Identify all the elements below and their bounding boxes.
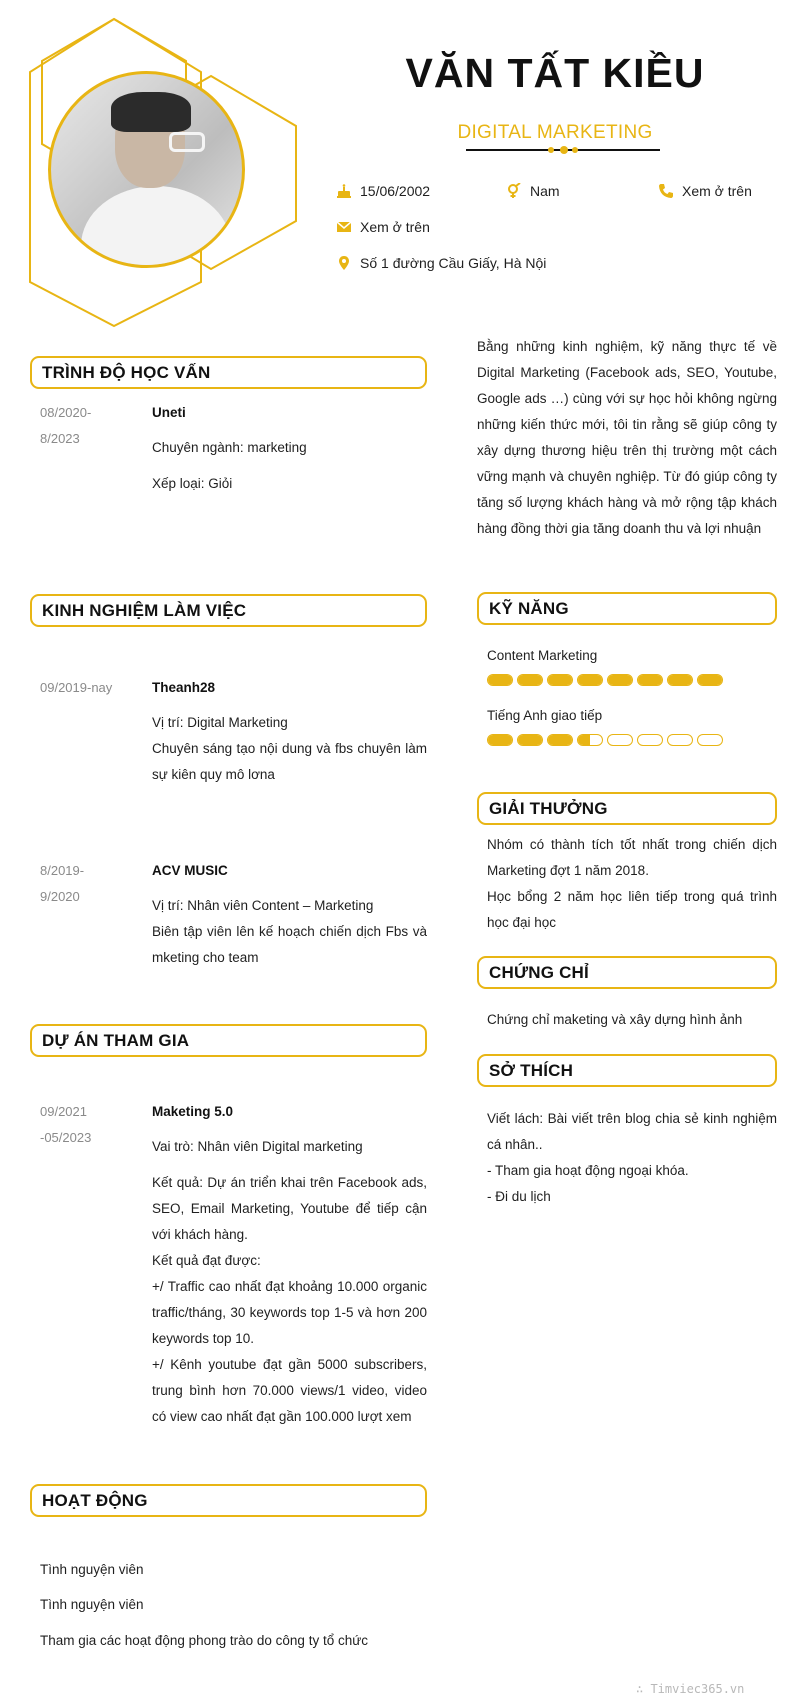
watermark: ∴ Timviec365.vn <box>636 1682 745 1696</box>
skill-segment <box>517 734 543 746</box>
certificates-text: Chứng chỉ maketing và xây dựng hình ảnh <box>487 1012 743 1027</box>
experience-date <box>40 858 140 910</box>
experience-heading: KINH NGHIỆM LÀM VIỆC <box>30 594 427 627</box>
skill-segment <box>607 734 633 746</box>
email-value: Xem ở trên <box>360 219 430 235</box>
contact-address <box>336 255 546 271</box>
project-date-from: 09/2021 <box>40 1104 87 1119</box>
company-name: ACV MUSIC <box>152 863 228 878</box>
experience-date-from: 8/2019- <box>40 863 85 878</box>
skill-segment <box>547 734 573 746</box>
education-rank: Xếp loại: Giỏi <box>152 476 233 491</box>
mail-icon <box>336 219 352 235</box>
skill-segment <box>667 734 693 746</box>
projects-heading: DỰ ÁN THAM GIA <box>30 1024 427 1057</box>
education-entry <box>152 400 427 497</box>
contact-phone <box>658 183 752 199</box>
activities-heading: HOẠT ĐỘNG <box>30 1484 427 1517</box>
contact-gender <box>506 183 560 199</box>
skill-segment <box>607 674 633 686</box>
contact-birthday <box>336 183 430 199</box>
project-date-to: -05/2023 <box>40 1130 92 1145</box>
project-detail: Kết quả: Dự án triển khai trên Facebook ads, SEO, Email Marketing, Youtube để tiếp cận với khách hàng. <box>152 1175 427 1242</box>
experience-position: Vị trí: Digital Marketing <box>152 715 288 730</box>
experience-description: Biên tập viên lên kế hoạch chiến dịch Fbs và mketing cho team <box>152 924 427 965</box>
company-name: Theanh28 <box>152 680 216 695</box>
activity-item: Tham gia các hoạt động phong trào do công ty tổ chức <box>40 1633 368 1648</box>
experience-description: Chuyên sáng tạo nội dung và fbs chuyên làm sự kiên quy mô lơna <box>152 741 427 782</box>
skill-level-bar <box>487 674 723 686</box>
activity-item: Tình nguyện viên <box>40 1597 144 1612</box>
skill-segment <box>637 734 663 746</box>
skill-segment <box>517 674 543 686</box>
address-value: Số 1 đường Cầu Giấy, Hà Nội <box>360 255 547 271</box>
project-detail: Kết quả đạt được: <box>152 1253 261 1268</box>
certificates-heading: CHỨNG CHỈ <box>477 956 777 989</box>
phone-icon <box>658 183 674 199</box>
gender-value: Nam <box>530 183 560 199</box>
gender-icon <box>506 183 522 199</box>
job-title: DIGITAL MARKETING <box>457 122 653 143</box>
education-heading: TRÌNH ĐỘ HỌC VẤN <box>30 356 427 389</box>
hobbies-heading: SỞ THÍCH <box>477 1054 777 1087</box>
project-detail: +/ Traffic cao nhất đạt khoảng 10.000 organic traffic/tháng, 30 keywords top 1-5 và hơn 200 keywords top 10. <box>152 1279 427 1346</box>
career-summary: Bằng những kinh nghiệm, kỹ năng thực tế về Digital Marketing (Facebook ads, SEO, Youtube, Google ads …) cùng với sự học hỏi không ngừng những kiến thức mới, tôi tin rằng sẽ giúp công ty xây dựng thương hiệu trên thị trường một cách vững mạnh và chuyên nghiệp. Từ đó giúp công ty tăng số lượng khách hàng và mở rộng tập khách hàng đồng thời gia tăng doanh thu và lợi nhuận <box>477 339 777 536</box>
location-pin-icon <box>336 255 352 271</box>
skill-segment <box>487 674 513 686</box>
phone-value: Xem ở trên <box>682 183 752 199</box>
activity-item: Tình nguyện viên <box>40 1562 144 1577</box>
hobbies-text: Viết lách: Bài viết trên blog chia sẻ kinh nghiệm cá nhân.. - Tham gia hoạt động ngoại khóa. - Đi du lịch <box>487 1111 777 1204</box>
profile-photo-frame <box>26 16 306 328</box>
skill-segment <box>667 674 693 686</box>
avatar <box>48 71 245 268</box>
skill-name: Content Marketing <box>487 648 598 663</box>
experience-date-from: 09/2019-nay <box>40 680 113 695</box>
cake-icon <box>336 183 352 199</box>
experience-position: Vị trí: Nhân viên Content – Marketing <box>152 898 374 913</box>
education-major: Chuyên ngành: marketing <box>152 440 307 455</box>
awards-text: Nhóm có thành tích tốt nhất trong chiến dịch Marketing đợt 1 năm 2018. Học bổng 2 năm học liên tiếp trong quá trình học đại học <box>487 837 777 930</box>
candidate-name: VĂN TẤT KIỀU <box>405 50 705 96</box>
skill-segment <box>487 734 513 746</box>
skill-segment <box>637 674 663 686</box>
experience-date-to: 9/2020 <box>40 889 80 904</box>
skill-segment <box>577 734 603 746</box>
birthday-value: 15/06/2002 <box>360 183 431 199</box>
experience-entry <box>152 675 427 788</box>
experience-entry <box>152 858 427 971</box>
skill-level-bar <box>487 734 723 746</box>
awards-heading: GIẢI THƯỞNG <box>477 792 777 825</box>
project-date <box>40 1099 140 1151</box>
project-detail: +/ Kênh youtube đạt gần 5000 subscribers, trung bình hơn 70.000 views/1 video, video có view cao nhất đạt gần 100.000 lượt xem <box>152 1357 427 1424</box>
title-divider-ornament <box>548 145 578 155</box>
skill-segment <box>697 734 723 746</box>
education-date-from: 08/2020- <box>40 405 92 420</box>
education-date <box>40 400 140 452</box>
skill-segment <box>577 674 603 686</box>
skills-heading: KỸ NĂNG <box>477 592 777 625</box>
project-entry <box>152 1099 427 1430</box>
skill-segment <box>697 674 723 686</box>
experience-date <box>40 675 140 701</box>
contact-email <box>336 219 430 235</box>
school-name: Uneti <box>152 405 186 420</box>
skill-name: Tiếng Anh giao tiếp <box>487 708 603 723</box>
education-date-to: 8/2023 <box>40 431 80 446</box>
project-name: Maketing 5.0 <box>152 1104 234 1119</box>
skill-segment <box>547 674 573 686</box>
project-role: Vai trò: Nhân viên Digital marketing <box>152 1139 363 1154</box>
